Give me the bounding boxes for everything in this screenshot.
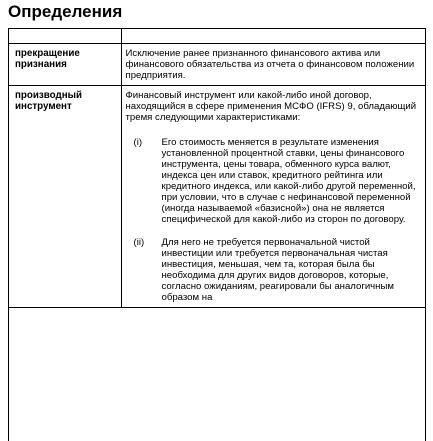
list-item — [126, 137, 420, 225]
definition-cell — [121, 86, 425, 308]
term-cell: производный инструмент — [9, 86, 121, 308]
table-row — [9, 86, 425, 308]
term-cell: прекращение признания — [9, 44, 121, 86]
term-column-spacer — [9, 29, 121, 44]
page-title: Определения — [8, 2, 123, 21]
definition-cell: Исключение ранее признанного финансового актива или финансового обязательства из отчета о финансовом положении предприятия. — [121, 44, 425, 86]
list-item-number: (i) — [133, 137, 143, 148]
table-header-spacer — [9, 29, 425, 44]
definitions-table — [8, 28, 426, 441]
definition-column-spacer — [121, 29, 425, 44]
table-row — [9, 44, 425, 86]
list-item — [126, 237, 420, 303]
list-item-text: Для него не требуется первоначальной чистой инвестиции или требуется первоначальная чистая инвестиция, меньшая, чем та, которая была бы необходима для других видов договоров, которые, согласно ожиданиям, реагировали бы аналогичным образом на — [161, 237, 394, 303]
list-item-number: (ii) — [133, 237, 145, 248]
definition-intro: Финансовый инструмент или какой-либо иной договор, находящийся в сфере применения МСФО (IFRS) 9, обладающий тремя следующими характеристиками: — [125, 90, 417, 123]
list-item-text: Его стоимость меняется в результате изменения установленной процентной ставки, цены финансового инструмента, цены товара, обменного курса валют, индекса цен или ставок, кредитного рейтинга или кредитного индекса, или какой-либо другой переменной, при условии, что в случае с нефинансовой переменной (иногда называемой «базисной») она не является специфической для какой-либо из сторон по договору. — [161, 137, 416, 225]
